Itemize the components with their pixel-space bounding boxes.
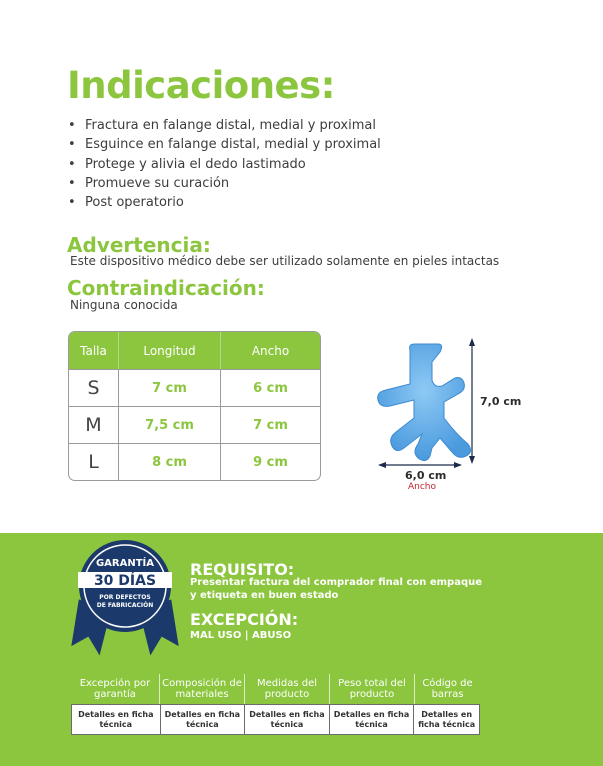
list-item: • Fractura en falange distal, medial y proximal <box>68 118 376 133</box>
cell-composicion: Detalles en ficha técnica <box>161 705 246 734</box>
header-ancho: Ancho <box>220 332 320 369</box>
excepcion-text: MAL USO | ABUSO <box>190 630 292 641</box>
size-label: L <box>88 451 99 473</box>
size-table-header <box>69 332 320 369</box>
indicaciones-list <box>68 116 381 212</box>
table-row <box>71 704 480 735</box>
contraindicacion-text: Ninguna conocida <box>70 298 178 312</box>
header-longitud: Longitud <box>118 332 220 369</box>
requisito-title: REQUISITO: <box>190 560 295 579</box>
width-caption: Ancho <box>408 482 437 492</box>
badge-line2: 30 DÍAS <box>93 573 157 589</box>
list-item: • Post operatorio <box>68 195 184 211</box>
header-peso: Peso total del producto <box>330 674 415 704</box>
header-excepcion: Excepción por garantía <box>71 674 160 704</box>
length-value: 8 cm <box>118 444 220 480</box>
header-codigo: Código de barras <box>422 677 473 700</box>
indicaciones-title: Indicaciones: <box>67 64 335 107</box>
width-value: 9 cm <box>220 444 320 480</box>
height-label: 7,0 cm <box>480 395 522 408</box>
length-value: 7,5 cm <box>118 407 220 443</box>
list-item: • Esguince en falange distal, medial y proximal <box>68 137 381 153</box>
info-table <box>71 674 480 735</box>
size-label: S <box>87 377 100 399</box>
advertencia-title: Advertencia: <box>67 233 211 257</box>
cell-codigo: Detalles en ficha técnica <box>418 709 476 729</box>
header-talla: Talla <box>80 343 107 358</box>
width-label: 6,0 cm <box>405 469 447 482</box>
badge-line3: POR DEFECTOS <box>99 594 151 601</box>
badge-line1: GARANTÍA <box>95 558 155 569</box>
width-value: 7 cm <box>220 407 320 443</box>
header-medidas: Medidas del producto <box>245 674 330 704</box>
length-value: 7 cm <box>118 370 220 406</box>
info-table-header <box>71 674 480 704</box>
contraindicacion-title: Contraindicación: <box>67 276 265 300</box>
table-row <box>69 406 320 443</box>
badge-line4: DE FABRICACIÓN <box>96 602 154 609</box>
excepcion-title: EXCEPCIÓN: <box>190 610 299 629</box>
warranty-badge <box>60 538 190 660</box>
table-row <box>69 443 320 480</box>
splint-shape <box>378 344 471 461</box>
cell-peso: Detalles en ficha técnica <box>330 705 415 734</box>
list-item: • Promueve su curación <box>68 175 230 191</box>
size-table <box>68 331 321 481</box>
list-item: • Protege y alivia el dedo lastimado <box>68 156 306 172</box>
advertencia-text: Este dispositivo médico debe ser utilizado solamente en pieles intactas <box>70 254 500 268</box>
header-composicion: Composición de materiales <box>160 674 245 704</box>
cell-medidas: Detalles en ficha técnica <box>245 705 330 734</box>
table-row <box>69 369 320 406</box>
cell-excepcion: Detalles en ficha técnica <box>72 705 161 734</box>
requisito-text: Presentar factura del comprador final con empaque y etiqueta en buen estado <box>190 577 483 601</box>
width-value: 6 cm <box>220 370 320 406</box>
size-label: M <box>85 414 102 436</box>
